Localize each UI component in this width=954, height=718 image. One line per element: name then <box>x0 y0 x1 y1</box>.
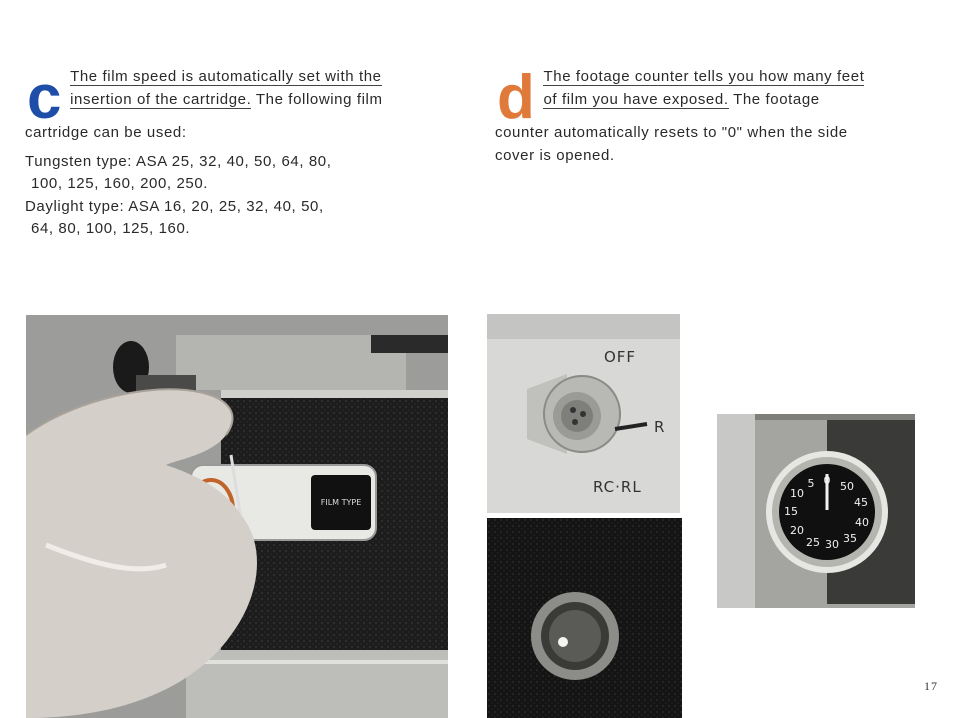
dial-35: 35 <box>843 532 857 545</box>
daylight-line2: 64, 80, 100, 125, 160. <box>31 220 191 237</box>
section-c-line1: The film speed is automatically set with the <box>70 68 382 85</box>
counter-illustration <box>717 414 915 608</box>
rc-rl-label: RC·RL <box>593 478 642 496</box>
drop-cap-c: c <box>27 63 63 132</box>
dial-5: 5 <box>807 477 815 490</box>
section-c <box>25 63 465 241</box>
section-c-line2: insertion of the cartridge. The following film <box>70 90 383 108</box>
dial-25: 25 <box>806 536 820 549</box>
off-label: OFF <box>604 348 637 366</box>
section-d-line2: of film you have exposed. The footage <box>543 90 820 108</box>
dial-50: 50 <box>840 480 854 493</box>
section-c-line3: cartridge can be used: <box>25 124 187 141</box>
section-d <box>495 63 920 167</box>
dial-10: 10 <box>790 487 804 500</box>
socket-illustration <box>487 518 682 718</box>
film-type-label: FILM TYPE <box>320 498 362 507</box>
dial-0: 0 <box>823 474 831 487</box>
camera-illustration <box>26 315 448 718</box>
photo-cartridge-insertion <box>26 315 448 718</box>
dial-15: 15 <box>784 505 798 518</box>
tungsten-line1: Tungsten type: ASA 25, 32, 40, 50, 64, 80, <box>25 152 332 170</box>
photo-socket <box>487 518 682 718</box>
daylight-line1: Daylight type: ASA 16, 20, 25, 32, 40, 50, <box>25 197 324 215</box>
section-d-line1: The footage counter tells you how many feet <box>543 68 865 85</box>
tungsten-line2: 100, 125, 160, 200, 250. <box>31 175 209 192</box>
r-label: R <box>654 418 666 436</box>
section-d-line4: cover is opened. <box>495 146 615 164</box>
photo-footage-counter <box>717 414 915 608</box>
photo-mode-switch <box>487 314 680 513</box>
switch-illustration <box>487 314 680 513</box>
dial-30: 30 <box>825 538 839 551</box>
dial-45: 45 <box>854 496 868 509</box>
dial-40: 40 <box>855 516 869 529</box>
drop-cap-d: d <box>497 63 536 132</box>
section-d-line3: counter automatically resets to "0" when the side <box>495 124 848 141</box>
dial-20: 20 <box>790 524 804 537</box>
page-number: 17 <box>924 679 938 693</box>
